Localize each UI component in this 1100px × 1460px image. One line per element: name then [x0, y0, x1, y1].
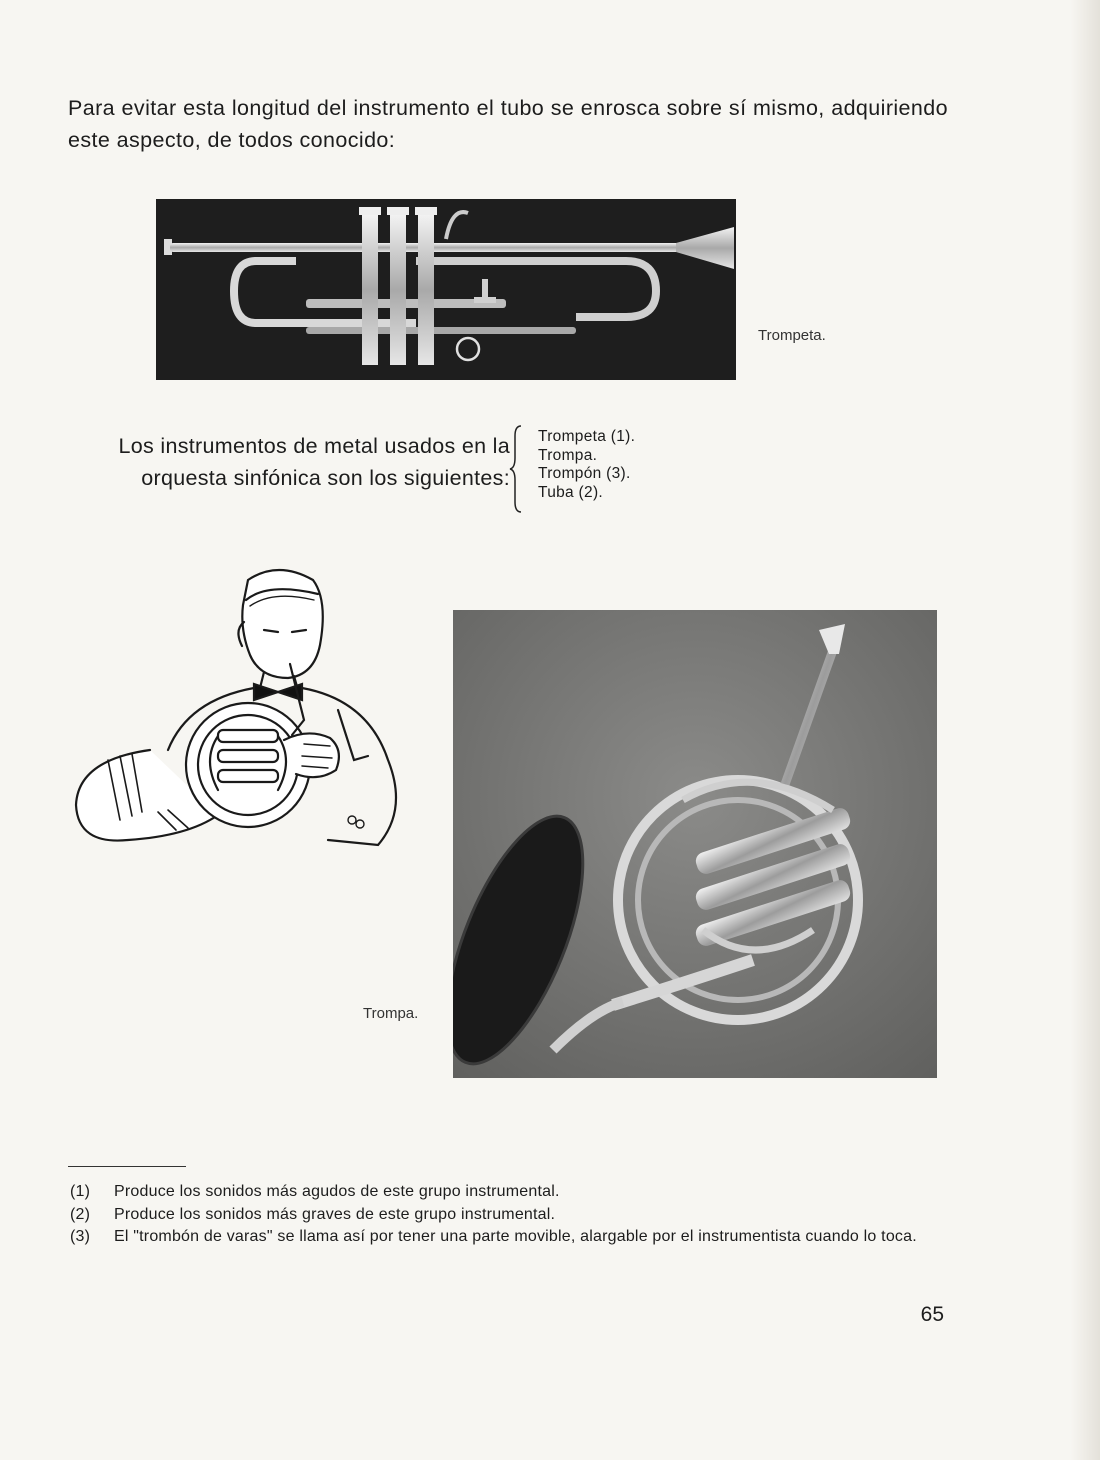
- brass-intro-line-2: orquesta sinfónica son los siguientes:: [141, 466, 510, 490]
- footnote-3: [70, 1226, 944, 1249]
- footnote-1: [70, 1181, 944, 1204]
- footnote-marker: (1): [70, 1183, 91, 1200]
- instrument-item: Tuba (2).: [538, 483, 604, 501]
- instrument-item: Trompa.: [538, 446, 598, 464]
- brass-instrument-list: [538, 428, 635, 502]
- footnote-text: Produce los sonidos más graves de este grupo instrumental.: [114, 1205, 556, 1223]
- horn-player-drawing: [68, 560, 438, 860]
- footnotes: [70, 1181, 944, 1249]
- brass-intro-text: [70, 430, 510, 494]
- page-edge-shadow: [1070, 0, 1100, 1460]
- footnote-marker: (2): [70, 1205, 91, 1223]
- footnote-text: El "trombón de varas" se llama así por tener una parte movible, alargable por el instrumentista cuando lo toca.: [114, 1228, 917, 1245]
- footnote-text: Produce los sonidos más agudos de este grupo instrumental.: [114, 1183, 560, 1200]
- trumpet-photo: [156, 199, 736, 380]
- instrument-item: Trompón (3).: [538, 465, 631, 482]
- footnote-marker: (3): [70, 1228, 91, 1245]
- footnote-separator: [68, 1166, 186, 1167]
- horn-photo: [453, 610, 937, 1078]
- curly-brace: [509, 424, 531, 514]
- trumpet-caption: Trompeta.: [758, 327, 826, 344]
- brass-intro-line-1: Los instrumentos de metal usados en la: [118, 434, 510, 458]
- horn-caption: Trompa.: [363, 1005, 419, 1022]
- page-number: 65: [920, 1303, 944, 1326]
- intro-paragraph: Para evitar esta longitud del instrumento el tubo se enrosca sobre sí mismo, adquiriendo este aspecto, de todos conocido:: [68, 96, 948, 152]
- instrument-item: Trompeta (1).: [538, 428, 636, 445]
- footnote-2: [70, 1204, 944, 1227]
- trumpet-illustration: [156, 199, 736, 380]
- french-horn-illustration: [453, 610, 937, 1078]
